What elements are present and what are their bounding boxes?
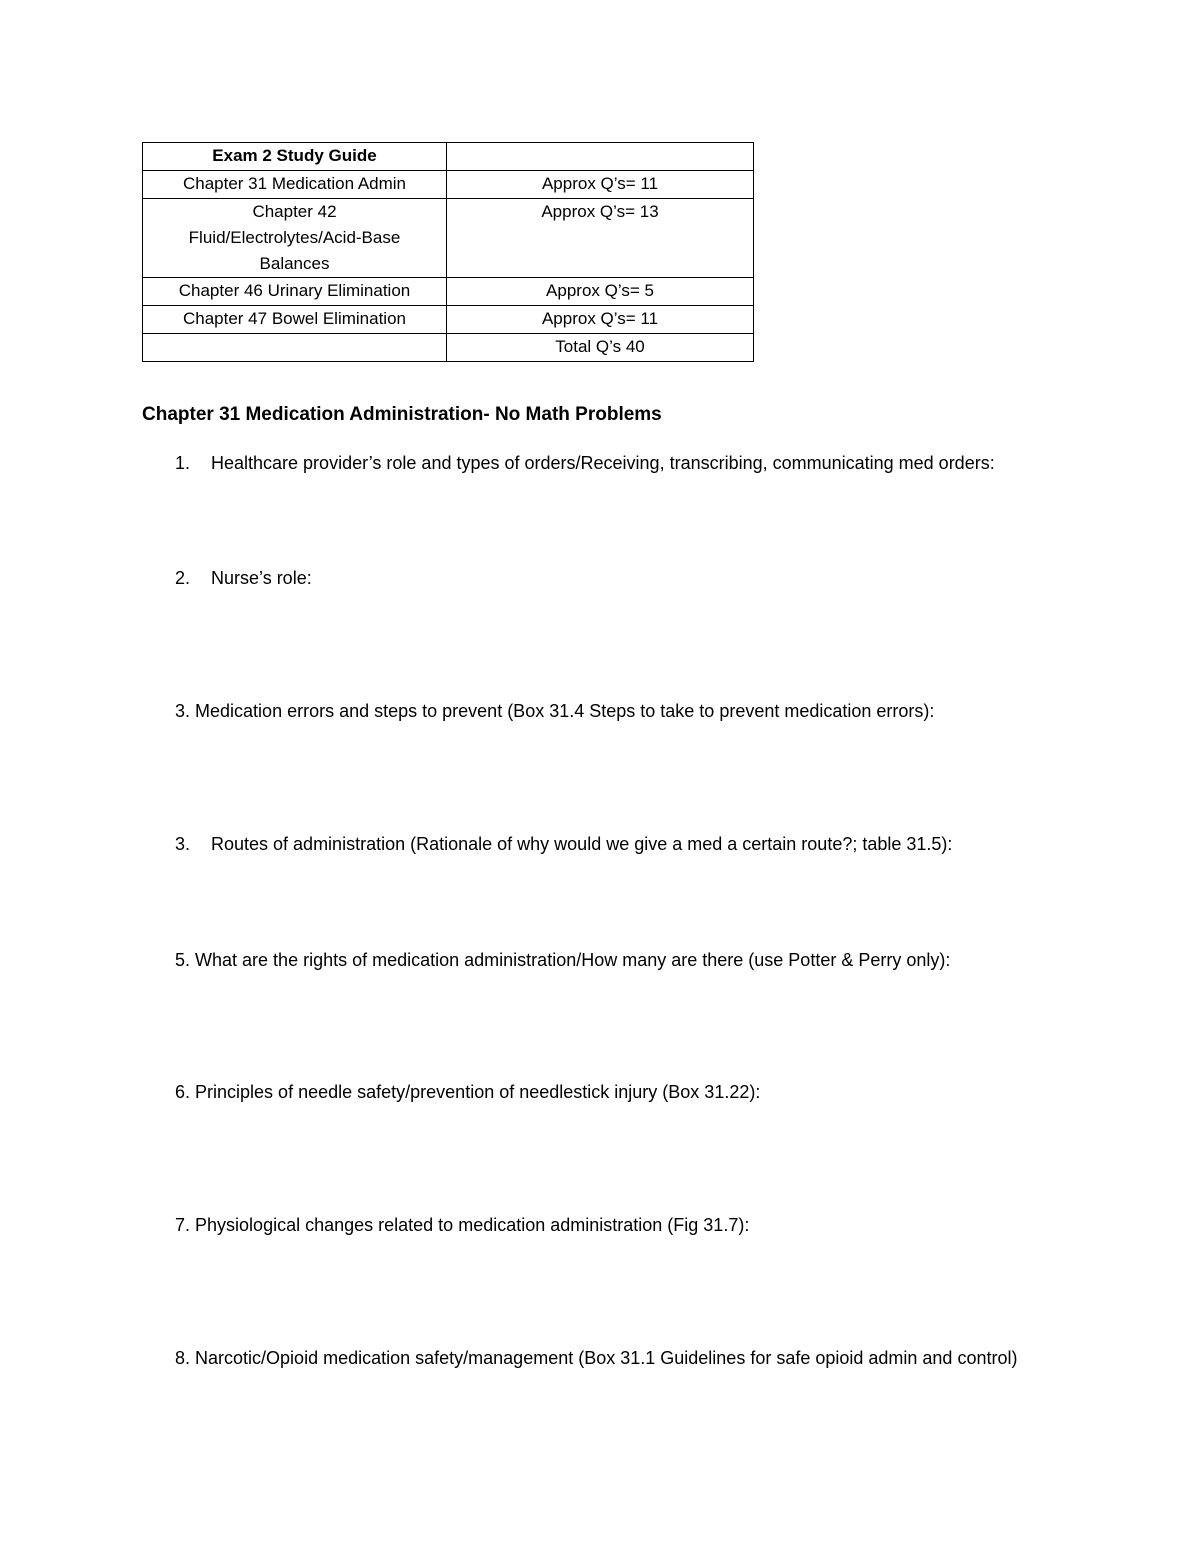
study-item: [175, 697, 1075, 725]
table-row: [143, 171, 754, 199]
question-count-cell: Approx Q’s= 11: [447, 306, 754, 334]
item-number: 1.: [175, 453, 191, 473]
study-item: [175, 564, 1035, 592]
study-item: [175, 830, 1075, 858]
item-number: 2.: [175, 568, 191, 588]
table-row: [143, 278, 754, 306]
study-item: [142, 1344, 1042, 1372]
table-total-row: [143, 334, 754, 362]
question-count-cell: Approx Q’s= 11: [447, 171, 754, 199]
item-text: Medication errors and steps to prevent (Box 31.4 Steps to take to prevent medication errors):: [195, 701, 935, 721]
question-count-cell: Approx Q’s= 5: [447, 278, 754, 306]
study-item: [175, 1078, 1075, 1106]
total-questions-cell: Total Q’s 40: [447, 334, 754, 362]
study-item: [175, 1211, 1075, 1239]
item-text: Healthcare provider’s role and types of orders/Receiving, transcribing, communicating med orders:: [211, 453, 995, 473]
study-guide-table: [142, 142, 754, 362]
table-row: [143, 199, 754, 278]
item-text: Nurse’s role:: [211, 568, 312, 588]
table-header-row: [143, 143, 754, 171]
table-row: [143, 306, 754, 334]
table-title-cell: Exam 2 Study Guide: [143, 143, 447, 171]
chapter-cell: [143, 334, 447, 362]
item-number: 5.: [175, 950, 191, 970]
item-text: Principles of needle safety/prevention of needlestick injury (Box 31.22):: [195, 1082, 761, 1102]
table-header-empty-cell: [447, 143, 754, 171]
chapter-cell: Chapter 47 Bowel Elimination: [143, 306, 447, 334]
section-heading: Chapter 31 Medication Administration- No Math Problems: [142, 404, 662, 425]
chapter-cell: Chapter 46 Urinary Elimination: [143, 278, 447, 306]
chapter-cell: Chapter 42 Fluid/Electrolytes/Acid-Base Balances: [143, 199, 447, 278]
item-number: 3.: [175, 701, 191, 721]
item-text: What are the rights of medication administration/How many are there (use Potter & Perry only):: [195, 950, 951, 970]
chapter-cell: Chapter 31 Medication Admin: [143, 171, 447, 199]
item-number: 3.: [175, 834, 191, 854]
question-count-cell: Approx Q’s= 13: [447, 199, 754, 278]
item-number: 7.: [175, 1215, 191, 1235]
item-text: Narcotic/Opioid medication safety/management (Box 31.1 Guidelines for safe opioid admin and control): [195, 1348, 1018, 1368]
item-number: 8.: [175, 1348, 191, 1368]
item-text: Routes of administration (Rationale of why would we give a med a certain route?; table 31.5):: [211, 834, 953, 854]
item-number: 6.: [175, 1082, 191, 1102]
study-item: [175, 946, 1075, 974]
study-item: [175, 449, 1035, 477]
item-text: Physiological changes related to medication administration (Fig 31.7):: [195, 1215, 750, 1235]
